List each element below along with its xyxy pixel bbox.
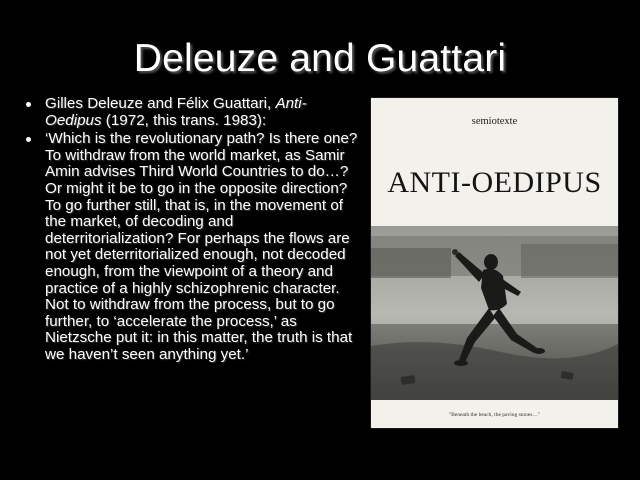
cover-photo-stone-thrower — [371, 226, 618, 400]
bullet-list — [22, 96, 358, 366]
bullet-dot-icon — [26, 137, 31, 142]
citation-text-post: (1972, this trans. 1983): — [101, 111, 267, 129]
bullet-item-citation — [22, 96, 358, 129]
bullet-dot-icon — [26, 102, 31, 107]
cover-caption: "Beneath the beach, the paving stones…" — [448, 412, 541, 418]
slide-title: Deleuze and Guattari — [133, 37, 507, 80]
citation-text-pre: Gilles Deleuze and Félix Guattari, — [45, 95, 276, 112]
quote-text: ‘Which is the revolutionary path? Is there one? To withdraw from the world market, as Samir Amin advises Third World Countries to do…? Or might it be to go in the opposite direction? To go further still, that is, in the movement of the market, of decoding and deterritorialization? For perhaps the flows are not yet deterritorialized enough, not decoded enough, from the viewpoint of a theory and practice of a highly schizophrenic character. Not to withdraw from the process, but to go further, to ‘accelerate the process,’ as Nietzsche put it: in this matter, the truth is that we haven’t seen anything yet.’ — [45, 130, 358, 363]
book-cover-image — [371, 98, 618, 428]
cover-title: ANTI-OEDIPUS — [387, 166, 602, 199]
book-title-italic: Anti-Oedipus — [45, 95, 307, 129]
bullet-item-quote — [22, 131, 358, 363]
cover-publisher: semiotexte — [471, 116, 518, 127]
